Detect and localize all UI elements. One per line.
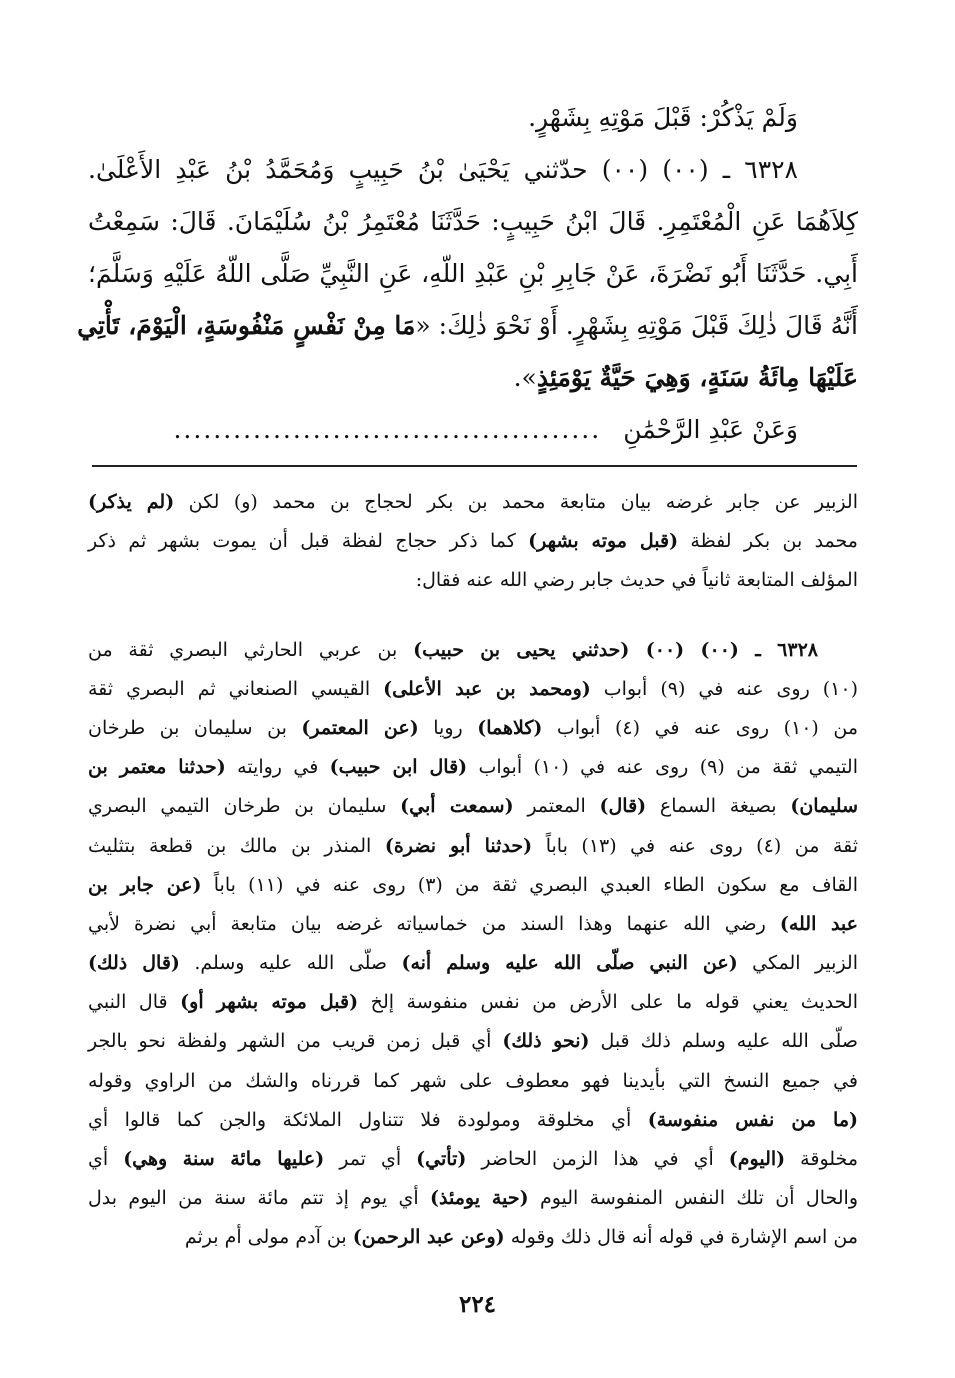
- commentary-text: رويا: [418, 716, 478, 739]
- commentary-text: في جميع النسخ التي بأيدينا فهو معطوف على شهر كما قررناه والشك من الراوي وقوله: [88, 1069, 858, 1092]
- hadith-line-5-plain: أَنَّهُ قَالَ ذٰلِكَ قَبْلَ مَوْتِهِ بِشَهْرٍ. أَوْ نَحْوَ ذٰلِكَ: «: [415, 311, 858, 340]
- commentary-text: بصيغة السماع: [646, 795, 791, 818]
- commentary-text: في روايته: [225, 756, 330, 779]
- commentary-quoted-term: (عن النبي صلّى الله عليه وسلم أنه): [401, 952, 738, 975]
- commentary-text: أي في هذا الزمن الحاضر: [466, 1148, 729, 1170]
- separator-rule: [92, 465, 857, 467]
- commentary-line: [88, 522, 858, 561]
- hadith-line-1: وَلَمْ يَذْكُرْ: قَبْلَ مَوْتِهِ بِشَهْرٍ.: [528, 103, 798, 132]
- commentary-paragraph-2: [88, 631, 858, 1258]
- page-number: ٢٢٤: [458, 1291, 497, 1318]
- commentary-line: [88, 1218, 858, 1257]
- commentary-text: رضي الله عنهما وهذا السند من خماسياته غرضه بيان متابعة أبي نضرة لأبي: [88, 912, 780, 935]
- commentary-text: أي مخلوقة ومولودة فلا تتناول الملائكة والجن كما قالوا أي: [88, 1108, 648, 1131]
- commentary-quoted-term: (عليها مائة سنة وهي): [123, 1148, 325, 1170]
- commentary-quoted-term: (حدثنا أبو نضرة): [384, 834, 533, 857]
- commentary-line: [88, 905, 858, 944]
- commentary-line: [88, 866, 858, 905]
- commentary-line: [88, 1022, 858, 1061]
- commentary-text: صلّى الله عليه وسلم.: [179, 952, 402, 975]
- commentary-text: صلّى الله عليه وسلم ذلك قبل: [589, 1030, 858, 1053]
- hadith-line-6-matn: عَلَيْهَا مِائَةُ سَنَةٍ، وَهِيَ حَيَّةٌ يَوْمَئِذٍ: [536, 363, 858, 392]
- commentary: [88, 483, 858, 1258]
- commentary-quoted-term: (تأتي): [416, 1148, 467, 1170]
- commentary-text: أي تمر: [324, 1148, 417, 1170]
- commentary-line: [88, 631, 858, 670]
- commentary-quoted-term: (قبل موته بشهر أو): [180, 991, 359, 1014]
- commentary-text: القيسي الصنعاني ثم البصري ثقة: [88, 677, 384, 700]
- commentary-quoted-term: (وعن عبد الرحمن): [352, 1226, 505, 1249]
- commentary-text: أي قبل زمن قريب من الشهر ولفظة نحو بالجر: [88, 1030, 503, 1053]
- hadith-line-5-matn: مَا مِنْ نَفْسٍ مَنْفُوسَةٍ، الْيَوْمَ، تَأْتِي: [77, 311, 416, 340]
- commentary-text: الحديث يعني قوله ما على الأرض من نفس منفوسة إلخ: [358, 991, 858, 1014]
- commentary-quoted-term: (لم يذكر): [88, 491, 175, 513]
- commentary-text: أي يوم إذ تتم مائة سنة من اليوم بدل: [88, 1187, 431, 1210]
- hadith-line-2: ٦٣٢٨ ـ (٠٠) (٠٠) حدّثني يَحْيَىٰ بْنُ حَبِيبٍ وَمُحَمَّدُ بْنُ عَبْدِ الأَعْلَىٰ.: [88, 155, 798, 184]
- commentary-paragraph-1: [88, 483, 858, 601]
- commentary-line: [88, 787, 858, 826]
- commentary-line: [88, 1140, 858, 1179]
- commentary-text: من اسم الإشارة في قوله أنه قال ذلك وقوله: [504, 1226, 858, 1249]
- commentary-line: [88, 483, 858, 522]
- commentary-text: بن عربي الحارثي البصري ثقة من: [88, 638, 414, 661]
- commentary-text: بن سليمان بن طرخان: [88, 716, 302, 739]
- commentary-quoted-term: (نحو ذلك): [502, 1030, 590, 1053]
- commentary-quoted-term: (قال): [599, 795, 647, 818]
- commentary-line: [88, 827, 858, 866]
- commentary-text: سليمان بن طرخان التيمي البصري: [88, 795, 401, 818]
- commentary-text: محمد بن بكر لفظة: [678, 530, 858, 553]
- commentary-line: [88, 670, 858, 709]
- commentary-quoted-term: (قبل موته بشهر): [528, 530, 679, 553]
- commentary-line: [88, 561, 858, 600]
- commentary-text: الزبير عن جابر غرضه بيان متابعة محمد بن بكر لحجاج بن محمد (و) لكن: [174, 491, 858, 513]
- commentary-text: والحال أن تلك النفس المنفوسة اليوم: [528, 1187, 859, 1210]
- paragraph-gap: [88, 601, 858, 631]
- commentary-quoted-term: (اليوم): [728, 1148, 786, 1170]
- commentary-text: التيمي ثقة من (٩) روى عنه في (١٠) أبواب: [467, 756, 858, 779]
- commentary-line: [88, 983, 858, 1022]
- commentary-text: من (١٠) روى عنه في (٤) أبواب: [542, 716, 858, 739]
- next-chain-start: وَعَنْ عَبْدِ الرَّحْمَٰنِ: [623, 415, 798, 444]
- commentary-line: [88, 1062, 858, 1101]
- commentary-quoted-term: سليمان): [790, 795, 858, 818]
- commentary-text: (١٠) روى عنه في (٩) أبواب: [590, 677, 858, 700]
- hadith-line-7: [88, 404, 858, 456]
- commentary-quoted-term: عبد الله): [779, 912, 858, 935]
- commentary-quoted-term: (سمعت أبي): [400, 795, 514, 818]
- hadith-line-3: كِلاَهُمَا عَنِ الْمُعْتَمِرِ. قَالَ ابْنُ حَبِيبٍ: حَدَّثَنَا مُعْتَمِرُ بْنُ سُلَيْمَانَ. قَالَ: سَمِعْتُ: [88, 207, 858, 236]
- continuation-dots: ...........................................: [173, 415, 602, 444]
- commentary-quoted-term: (قال ابن حبيب): [329, 756, 468, 779]
- commentary-text: المنذر بن مالك بن قطعة بتثليث: [88, 834, 385, 857]
- hadith-line-6: [88, 352, 858, 404]
- commentary-line: [88, 1101, 858, 1140]
- commentary-quoted-term: (حدثني يحيى بن حبيب): [413, 638, 630, 661]
- hadith-line-5: [77, 300, 858, 352]
- commentary-text: كما ذكر حجاج لفظة قبل أن يموت بشهر ثم ذكر: [88, 530, 529, 553]
- hadith-line-4: أَبِي. حَدَّثَنَا أَبُو نَضْرَةَ، عَنْ جَابِرِ بْنِ عَبْدِ اللّهِ، عَنِ النَّبِيِّ صَلَّى اللّهُ عَلَيْهِ وَسَلَّمَ؛: [88, 259, 858, 288]
- commentary-quoted-term: (حية يومئذ): [430, 1187, 529, 1210]
- commentary-quoted-term: (ومحمد بن عبد الأعلى): [383, 677, 591, 700]
- commentary-text: مخلوقة: [785, 1148, 858, 1170]
- commentary-line: [88, 748, 858, 787]
- commentary-text: القاف مع سكون الطاء العبدي البصري ثقة من (٣) روى عنه في (١١) باباً: [201, 873, 858, 896]
- commentary-quoted-term: (حدثنا معتمر بن: [88, 756, 226, 779]
- commentary-text: المعتمر: [513, 795, 600, 818]
- commentary-text: قال النبي: [88, 991, 181, 1014]
- commentary-text: أي: [88, 1148, 124, 1170]
- commentary-line: [88, 944, 858, 983]
- commentary-text: الزبير المكي: [737, 952, 858, 975]
- commentary-line: [88, 1179, 858, 1218]
- commentary-quoted-term: (قال ذلك): [88, 952, 180, 975]
- commentary-line: [88, 709, 858, 748]
- hadith-line-6-close: ».: [513, 363, 537, 392]
- commentary-quoted-term: (عن المعتمر): [301, 716, 419, 739]
- commentary-text: المؤلف المتابعة ثانياً في حديث جابر رضي الله عنه فقال:: [415, 569, 858, 592]
- commentary-text: بن آدم مولى أم برثم: [184, 1226, 353, 1249]
- commentary-text: ثقة من (٤) روى عنه في (١٣) باباً: [532, 834, 859, 857]
- commentary-quoted-term: (ما من نفس منفوسة): [647, 1108, 859, 1131]
- commentary-quoted-term: (عن جابر بن: [88, 873, 202, 896]
- commentary-quoted-term: (كلاهما): [477, 716, 543, 739]
- hadith-text: [77, 92, 858, 456]
- commentary-quoted-term: ٦٣٢٨ ـ (٠٠) (٠٠): [629, 638, 818, 661]
